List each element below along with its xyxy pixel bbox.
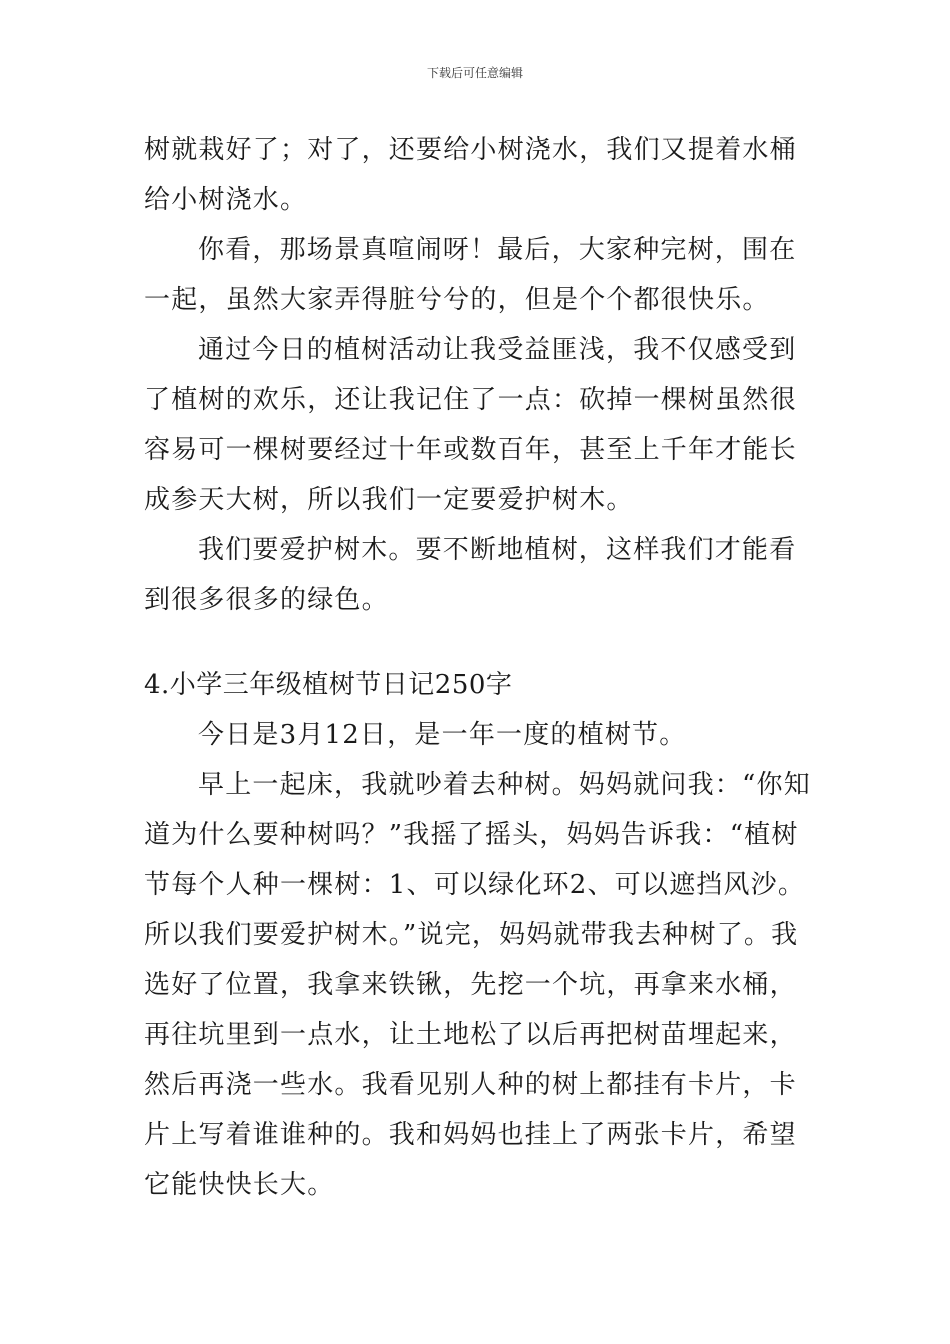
section-title: 4.小学三年级植树节日记250字 xyxy=(144,670,513,700)
section-gap xyxy=(144,625,814,660)
paragraph: 你看，那场景真喧闹呀！最后，大家种完树，围在一起，虽然大家弄得脏兮兮的，但是个个都很快乐。 xyxy=(144,235,797,315)
paragraph-continued: 树就栽好了；对了，还要给小树浇水，我们又提着水桶给小树浇水。 xyxy=(144,135,797,215)
page-header-note: 下载后可任意编辑 xyxy=(426,66,523,80)
paragraph: 早上一起床，我就吵着去种树。妈妈就问我：“你知道为什么要种树吗？”我摇了摇头，妈妈告诉我：“植树节每个人种一棵树：1、可以绿化环2、可以遮挡风沙。所以我们要爱护树木。”说完，妈妈就带我去种树了。我选好了位置，我拿来铁锹，先挖一个坑，再拿来水桶，再往坑里到一点水，让土地松了以后再把树苗埋起来，然后再浇一些水。我看见别人种的树上都挂有卡片，卡片上写着谁谁种的。我和妈妈也挂上了两张卡片，希望它能快快长大。 xyxy=(144,770,811,1200)
paragraph: 我们要爱护树木。要不断地植树，这样我们才能看到很多很多的绿色。 xyxy=(144,535,797,615)
paragraph: 通过今日的植树活动让我受益匪浅，我不仅感受到了植树的欢乐，还让我记住了一点：砍掉一棵树虽然很容易可一棵树要经过十年或数百年，甚至上千年才能长成参天大树，所以我们一定要爱护树木。 xyxy=(144,335,797,515)
paragraph: 今日是3月12日，是一年一度的植树节。 xyxy=(198,720,687,750)
document-body xyxy=(144,125,814,1210)
